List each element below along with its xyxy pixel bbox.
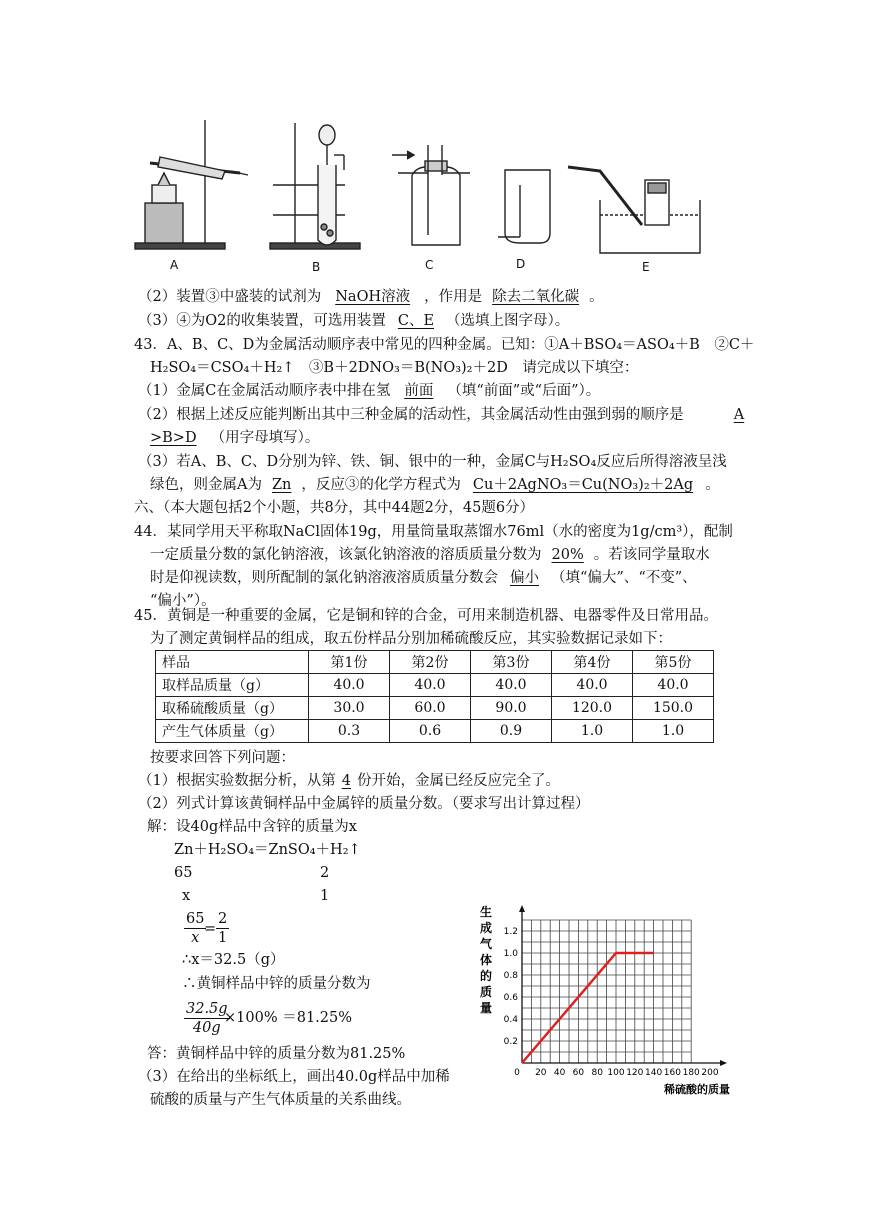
q44-line4: “偏小”）。 — [150, 593, 216, 609]
q44-answer-effect: 偏小 — [510, 570, 539, 586]
x-tick-label: 200 — [701, 1068, 719, 1078]
apparatus-label-e: E — [642, 260, 650, 274]
q43-part1: （1）金属C在金属活动顺序表中排在氢 前面 （填“前面”或“后面”）。 — [138, 383, 601, 399]
proportion-right: $\frac{2}{1}$ — [218, 911, 228, 946]
q43-intro-line1: 43．A、B、C、D为金属活动顺序表中常见的四种金属。已知：①A＋BSO₄＝ASO₄＋B ②C＋ — [134, 337, 755, 353]
q42-answer-apparatus: C、E — [397, 313, 435, 329]
apparatus-figure — [130, 115, 710, 280]
y-axis-title-char: 成 — [479, 921, 493, 935]
q45-part3-line1: （3）在给出的坐标纸上，画出40.0g样品中加稀 — [138, 1069, 450, 1085]
table-header-cell: 第4份 — [552, 651, 633, 674]
x-tick-label: 20 — [535, 1068, 547, 1078]
y-tick-label: 0.8 — [503, 971, 518, 981]
table-row — [156, 720, 714, 743]
y-axis-arrow — [519, 905, 525, 912]
solution-setup: 解：设40g样品中含锌的质量为x — [147, 819, 357, 835]
table-cell: 1.0 — [633, 720, 714, 743]
table-header-cell: 第3份 — [471, 651, 552, 674]
q44-answer-fraction: 20% — [551, 547, 584, 563]
y-axis-title-char: 生 — [479, 905, 493, 919]
x-tick-label: 0 — [514, 1068, 520, 1078]
q42-part2: （2）装置③中盛装的试剂为 NaOH溶液 ，作用是 除去二氧化碳 。 — [138, 289, 604, 305]
y-axis-title-char: 体 — [479, 953, 493, 967]
solution-equation: Zn＋H₂SO₄＝ZnSO₄＋H₂↑ — [174, 842, 361, 858]
y-axis-title-char: 量 — [479, 1001, 493, 1015]
table-cell: 60.0 — [390, 697, 471, 720]
x-tick-label: 180 — [682, 1068, 700, 1078]
q44-line3: 时是仰视读数，则所配制的氯化钠溶液溶质质量分数会 偏小 （填“偏大”、“不变”、 — [150, 570, 697, 586]
solution-mass-1: 1 — [320, 888, 330, 904]
table-cell: 150.0 — [633, 697, 714, 720]
solution-answer: 答：黄铜样品中锌的质量分数为81.25% — [147, 1046, 406, 1062]
section-heading: 六、（本大题包括2个小题，共8分，其中44题2分，45题6分） — [134, 500, 535, 516]
x-tick-label: 40 — [553, 1068, 566, 1078]
q43-part2-line2: >B>D （用字母填写）。 — [150, 430, 320, 446]
solution-result-x: ∴x＝32.5（g） — [182, 952, 285, 968]
q45-part3-line2: 硫酸的质量与产生气体质量的关系曲线。 — [150, 1092, 411, 1108]
q43-part2-line1: （2）根据上述反应能判断出其中三种金属的活动性，其金属活动性由强到弱的顺序是 A — [138, 407, 745, 423]
q45-part1: （1）根据实验数据分析，从第 4 份开始，金属已经反应完全了。 — [138, 773, 560, 789]
solution-molar-2: 2 — [320, 865, 330, 881]
table-row — [156, 674, 714, 697]
y-axis-title-char: 质 — [479, 985, 493, 999]
q42-answer-reagent: NaOH溶液 — [335, 289, 411, 305]
q42-answer-purpose: 除去二氧化碳 — [492, 289, 580, 305]
q43-answer-order-a: A — [733, 407, 745, 423]
x-tick-label: 100 — [607, 1068, 625, 1078]
solution-molar-65: 65 — [174, 865, 193, 881]
y-tick-label: 1.2 — [503, 927, 518, 937]
q45-line2: 为了测定黄铜样品的组成，取五份样品分别加稀硫酸反应，其实验数据记录如下： — [150, 631, 672, 647]
table-cell: 0.3 — [309, 720, 390, 743]
y-tick-label: 1.0 — [503, 949, 518, 959]
q43-answer-position: 前面 — [404, 383, 434, 399]
proportion-left: $\frac{65}{x}$ — [186, 911, 205, 946]
gas-mass-chart — [470, 900, 740, 1100]
apparatus-label-a: A — [170, 258, 179, 272]
q45-line1: 45．黄铜是一种重要的金属，它是铜和锌的合金，可用来制造机器、电器零件及日常用品。 — [134, 608, 718, 624]
apparatus-label-d: D — [516, 257, 526, 271]
table-header-cell: 第2份 — [390, 651, 471, 674]
q44-line2: 一定质量分数的氯化钠溶液，该氯化钠溶液的溶质质量分数为 20% 。若该同学量取水 — [150, 547, 710, 563]
y-axis-title-char: 的 — [479, 969, 493, 983]
table-cell: 40.0 — [471, 674, 552, 697]
x-axis-title: 稀硫酸的质量 — [664, 1083, 730, 1096]
y-axis-title-char: 气 — [479, 937, 493, 951]
table-cell: 取稀硫酸质量（g） — [156, 697, 309, 720]
y-tick-label: 0.2 — [503, 1037, 518, 1047]
y-tick-label: 0.6 — [503, 993, 518, 1003]
table-cell: 产生气体质量（g） — [156, 720, 309, 743]
solution-result-text: ∴黄铜样品中锌的质量分数为 — [182, 976, 371, 992]
x-tick-label: 120 — [626, 1068, 644, 1078]
q45-part2: （2）列式计算该黄铜样品中金属锌的质量分数。（要求写出计算过程） — [138, 796, 590, 812]
table-cell: 0.9 — [471, 720, 552, 743]
table-cell: 40.0 — [309, 674, 390, 697]
data-table — [155, 650, 714, 743]
percentage-result: ×100% ＝81.25% — [224, 1010, 353, 1026]
percentage-fraction: $\frac{32.5g}{40g}$ — [186, 1001, 228, 1036]
table-cell: 30.0 — [309, 697, 390, 720]
y-tick-label: 0.4 — [503, 1015, 518, 1025]
x-tick-label: 140 — [645, 1068, 663, 1078]
table-cell: 取样品质量（g） — [156, 674, 309, 697]
table-header-row — [156, 651, 714, 674]
q45-answer-portion: 4 — [341, 773, 351, 789]
q43-answer-equation: Cu＋2AgNO₃＝Cu(NO₃)₂＋2Ag — [472, 477, 694, 493]
table-cell: 90.0 — [471, 697, 552, 720]
q43-intro-line2: H₂SO₄＝CSO₄＋H₂↑ ③B＋2DNO₃＝B(NO₃)₂＋2D 请完成以下填空： — [150, 360, 639, 376]
apparatus-label-b: B — [312, 260, 321, 274]
q43-part3-line2: 绿色，则金属A为 Zn ，反应③的化学方程式为 Cu＋2AgNO₃＝Cu(NO₃)₂＋2Ag 。 — [150, 477, 720, 493]
table-cell: 40.0 — [552, 674, 633, 697]
apparatus-label-c: C — [425, 258, 434, 272]
table-cell: 40.0 — [390, 674, 471, 697]
x-tick-label: 80 — [591, 1068, 603, 1078]
q44-line1: 44．某同学用天平称取NaCl固体19g，用量筒量取蒸馏水76ml（水的密度为1g/cm³），配制 — [134, 524, 733, 540]
solution-mass-x: x — [182, 888, 191, 904]
table-header-cell: 第1份 — [309, 651, 390, 674]
proportion-equals: = — [204, 921, 217, 937]
table-cell: 120.0 — [552, 697, 633, 720]
x-tick-label: 60 — [572, 1068, 585, 1078]
table-cell: 0.6 — [390, 720, 471, 743]
q43-answer-order-b: >B>D — [150, 430, 197, 446]
q45-instruction: 按要求回答下列问题： — [150, 750, 295, 766]
q43-part3-line1: （3）若A、B、C、D分别为锌、铁、铜、银中的一种，金属C与H₂SO₄反应后所得溶液呈浅 — [138, 454, 727, 470]
q42-part3: （3）④为O2的收集装置，可选用装置 C、E （选填上图字母）。 — [138, 313, 570, 329]
x-axis-arrow — [720, 1060, 727, 1066]
table-cell: 40.0 — [633, 674, 714, 697]
table-header-cell: 样品 — [156, 651, 309, 674]
table-header-cell: 第5份 — [633, 651, 714, 674]
q43-answer-metal-a: Zn — [271, 477, 292, 493]
x-tick-label: 160 — [663, 1068, 681, 1078]
table-row — [156, 697, 714, 720]
table-cell: 1.0 — [552, 720, 633, 743]
